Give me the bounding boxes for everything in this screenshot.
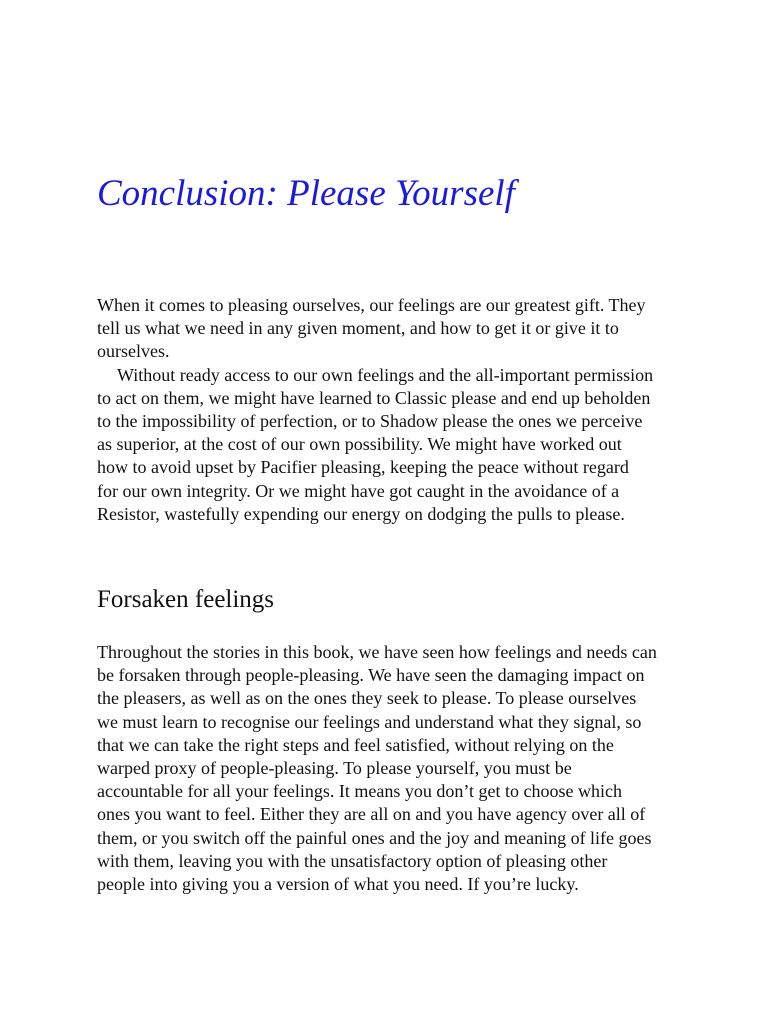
text-line: ones you want to feel. Either they are all on and you have agency over all of [97,804,646,825]
chapter-title: Conclusion: Please Yourself [97,173,515,214]
section-heading: Forsaken feelings [97,586,275,613]
text-line: to act on them, we might have learned to Classic please and end up beholden [97,387,651,408]
text-line: for our own integrity. Or we might have got caught in the avoidance of a [97,480,620,501]
intro-paragraph-2 [97,364,687,526]
text-line: be forsaken through people-pleasing. We have seen the damaging impact on [97,665,645,686]
text-line: Without ready access to our own feelings and the all-important permission [117,364,654,385]
text-line: to the impossibility of perfection, or to Shadow please the ones we perceive [97,411,643,432]
text-line: Throughout the stories in this book, we have seen how feelings and needs can [97,642,657,662]
text-line: tell us what we need in any given moment, and how to get it or give it to [97,318,619,339]
text-line: ourselves. [97,341,170,362]
section-text [97,641,687,896]
text-line: the pleasers, as well as on the ones they seek to please. To please ourselves [97,688,637,709]
text-line: When it comes to pleasing ourselves, our feelings are our greatest gift. They [97,295,646,315]
text-line: Resistor, wastefully expending our energy on dodging the pulls to please. [97,503,625,524]
text-line: we must learn to recognise our feelings and understand what they signal, so [97,711,642,732]
text-line: accountable for all your feelings. It means you don’t get to choose which [97,781,623,802]
text-line: people into giving you a version of what you need. If you’re lucky. [97,874,579,895]
intro-paragraph-1 [97,294,687,364]
text-line: warped proxy of people-pleasing. To please yourself, you must be [97,758,572,779]
text-line: as superior, at the cost of our own possibility. We might have worked out [97,434,622,455]
text-line: with them, leaving you with the unsatisfactory option of pleasing other [97,850,608,871]
section-paragraph [97,641,687,896]
text-line: how to avoid upset by Pacifier pleasing, keeping the peace without regard [97,457,629,478]
text-line: them, or you switch off the painful ones and the joy and meaning of life goes [97,827,652,848]
text-line: that we can take the right steps and feel satisfied, without relying on the [97,734,614,755]
intro-text [97,294,687,526]
